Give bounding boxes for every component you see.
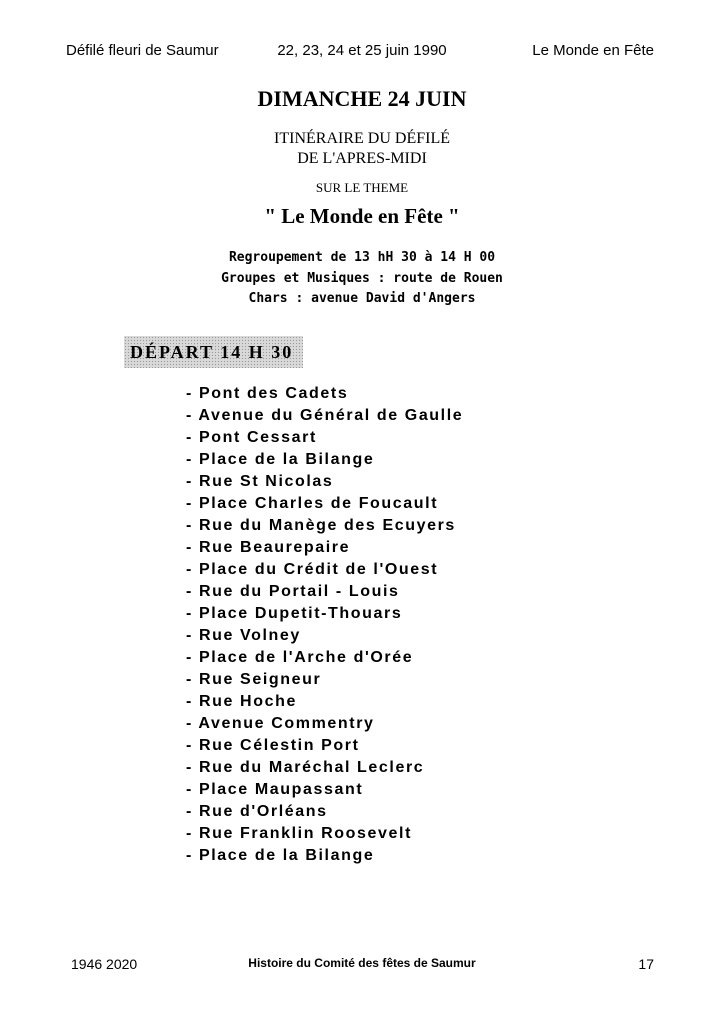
header-dates: 22, 23, 24 et 25 juin 1990 [277, 42, 447, 59]
route-item: - Place Dupetit-Thouars [186, 605, 403, 622]
theme-title: " Le Monde en Fête " [264, 204, 460, 228]
route-item: - Pont des Cadets [186, 385, 349, 402]
route-item: - Place de la Bilange [186, 847, 375, 864]
route-item: - Pont Cessart [186, 429, 317, 446]
route-item: - Rue Hoche [186, 693, 297, 710]
header-right: Le Monde en Fête [532, 42, 654, 59]
route-item: - Avenue Commentry [186, 715, 375, 732]
assembly-line: Regroupement de 13 hH 30 à 14 H 00 [228, 250, 496, 265]
itinerary-title-line2: DE L'APRES-MIDI [297, 150, 427, 167]
header-left: Défilé fleuri de Saumur [66, 42, 219, 59]
route-item: - Place de la Bilange [186, 451, 375, 468]
route-item: - Rue St Nicolas [186, 473, 334, 490]
route-item: - Rue Célestin Port [186, 737, 360, 754]
route-item: - Place Maupassant [186, 781, 364, 798]
route-item: - Place Charles de Foucault [186, 495, 439, 512]
footer-title: Histoire du Comité des fêtes de Saumur [248, 956, 476, 970]
route-item: - Rue du Portail - Louis [186, 583, 400, 600]
assembly-info [0, 248, 724, 310]
theme-label: SUR LE THEME [315, 180, 409, 195]
route-item: - Rue Volney [186, 627, 301, 644]
route-item: - Place du Crédit de l'Ouest [186, 561, 439, 578]
page-number: 17 [638, 956, 654, 972]
departure-heading: DÉPART 14 H 30 [124, 336, 303, 368]
route-item: - Rue du Maréchal Leclerc [186, 759, 425, 776]
route-item: - Rue Seigneur [186, 671, 322, 688]
route-item: - Rue Beaurepaire [186, 539, 351, 556]
route-item: - Rue Franklin Roosevelt [186, 825, 412, 842]
route-item: - Rue d'Orléans [186, 803, 328, 820]
route-item: - Place de l'Arche d'Orée [186, 649, 414, 666]
assembly-line: Groupes et Musiques : route de Rouen [221, 270, 503, 286]
itinerary-title-line1: ITINÉRAIRE DU DÉFILÉ [274, 130, 450, 147]
route-item: - Rue du Manège des Ecuyers [186, 517, 456, 534]
route-item: - Avenue du Général de Gaulle [186, 407, 464, 424]
assembly-line: Chars : avenue David d'Angers [248, 291, 476, 306]
footer-years: 1946 2020 [71, 956, 138, 972]
page-title: DIMANCHE 24 JUIN [257, 86, 467, 111]
route-list [186, 383, 463, 867]
